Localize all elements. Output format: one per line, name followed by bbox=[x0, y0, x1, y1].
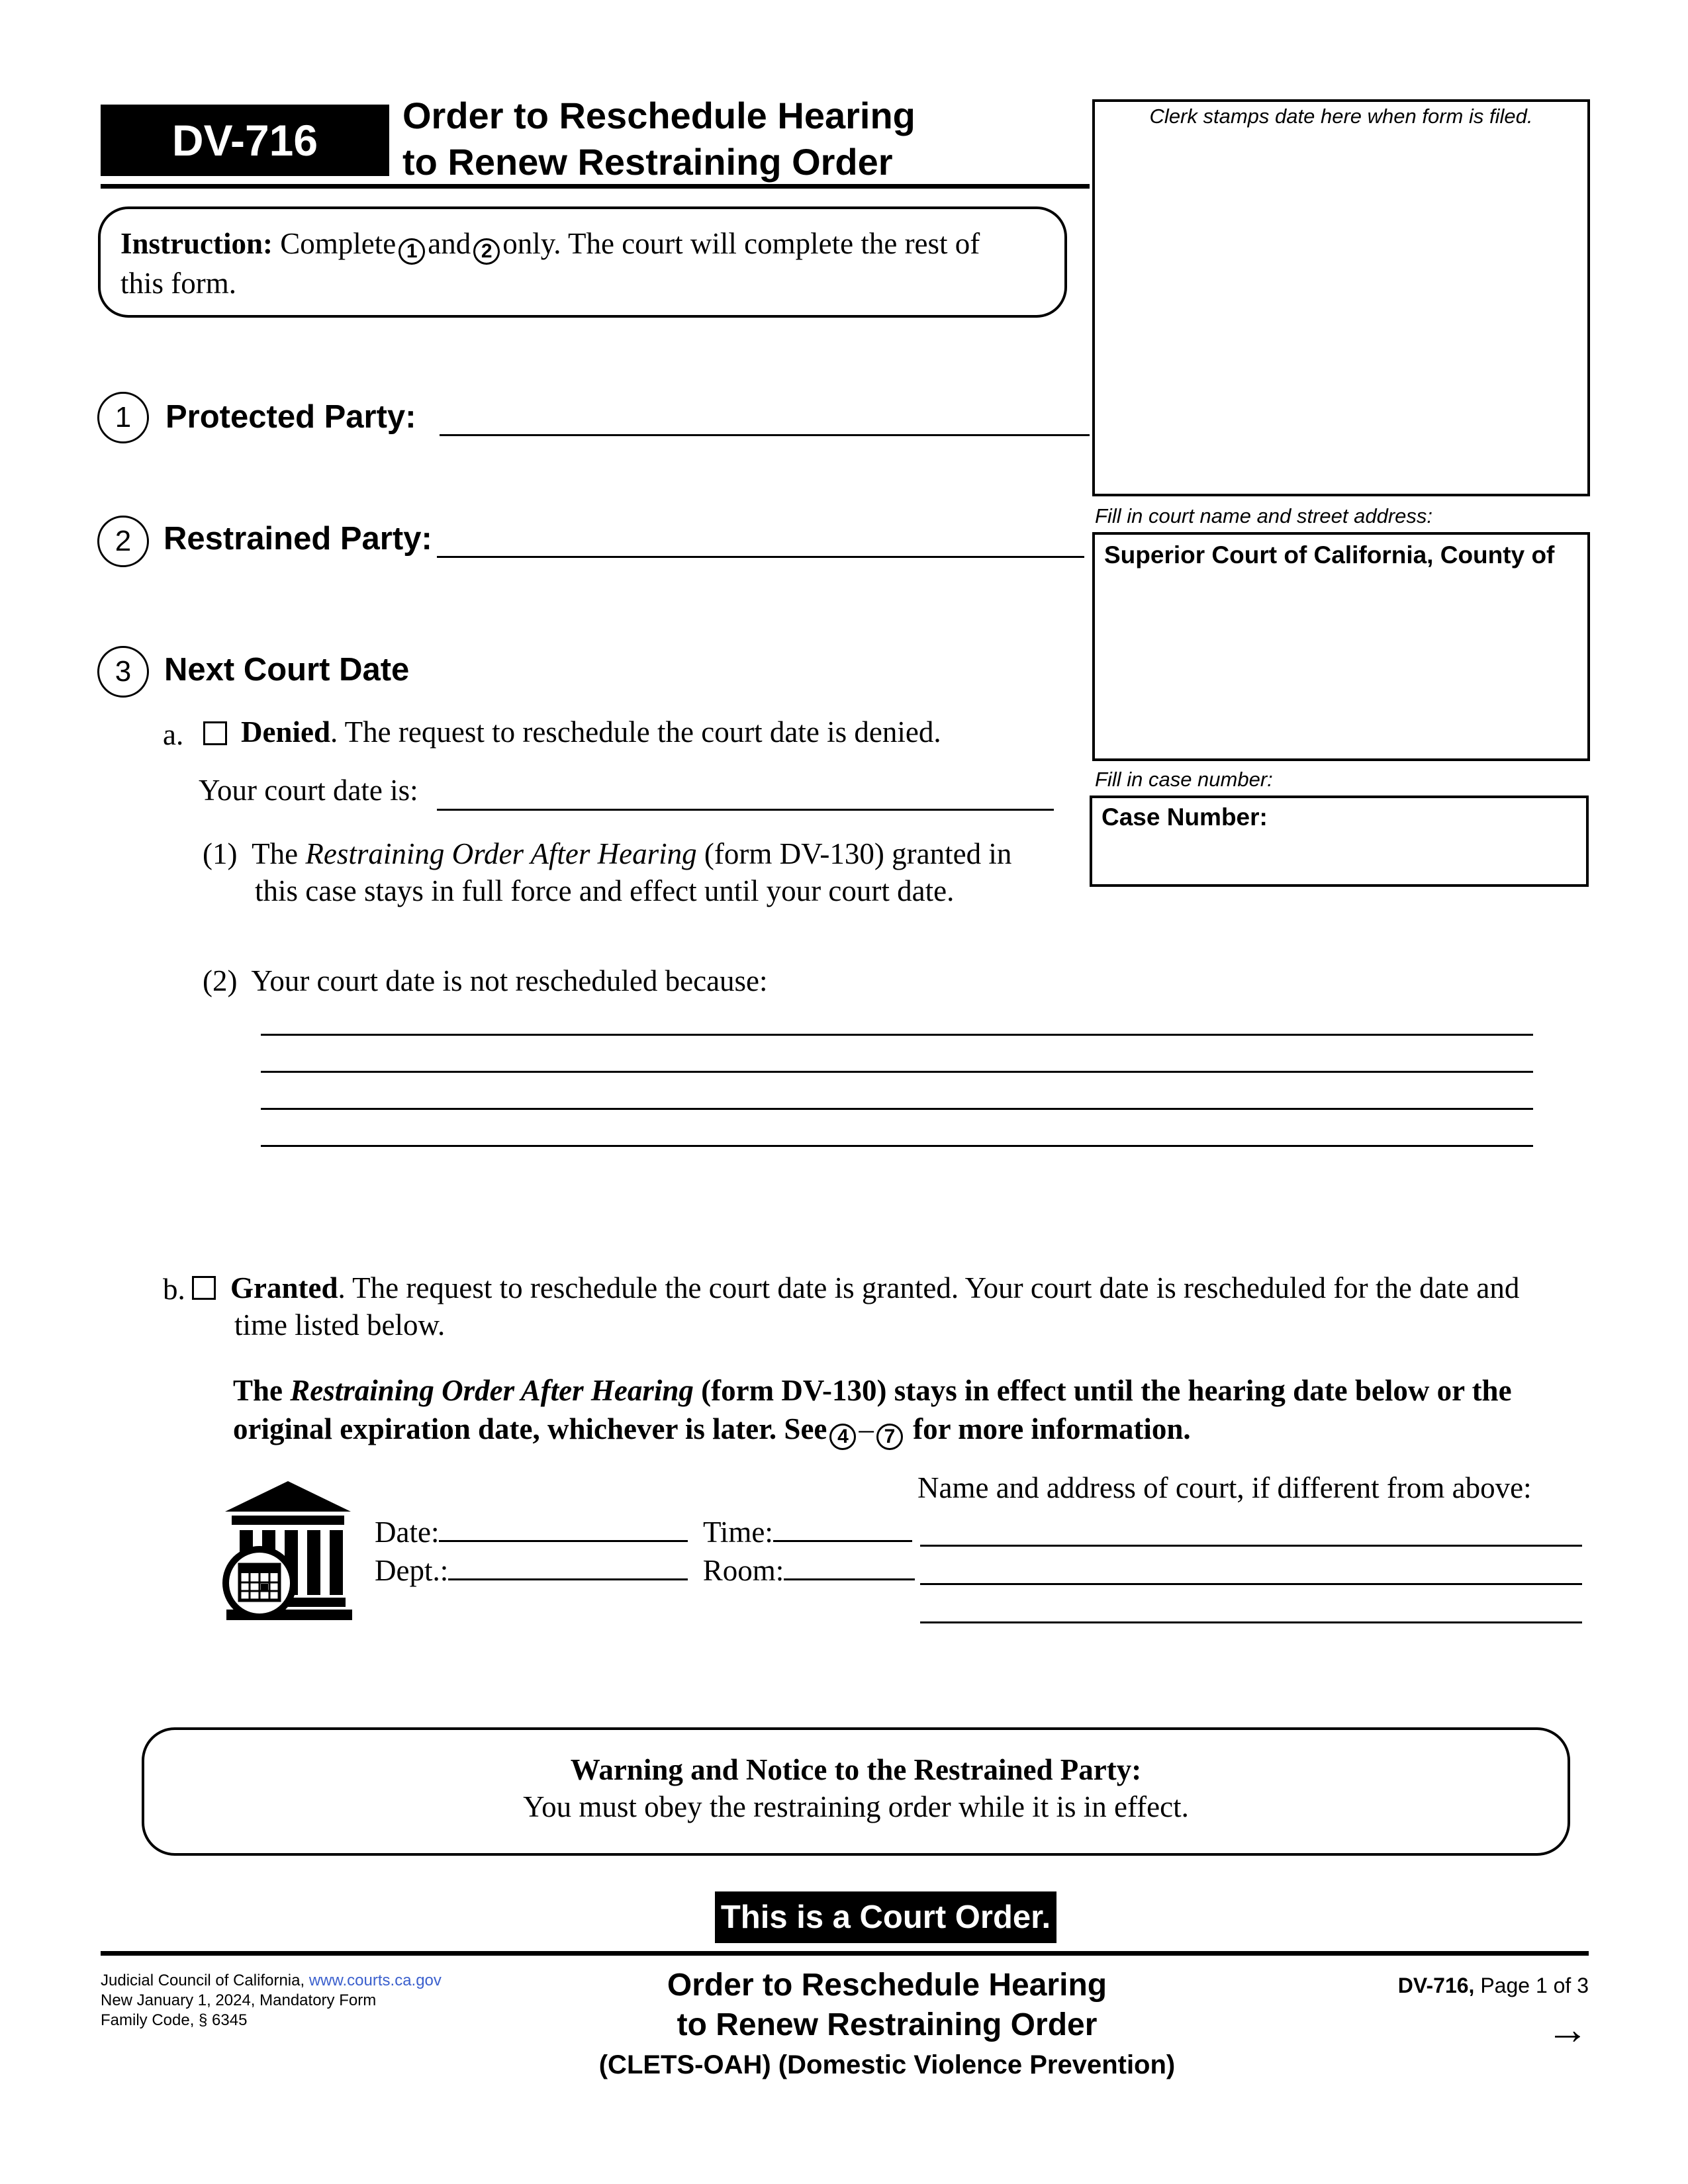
case-number-label: Case Number: bbox=[1102, 803, 1268, 831]
courthouse-calendar-icon bbox=[218, 1479, 357, 1623]
item-1-number: 1 bbox=[97, 392, 149, 443]
form-id: DV-716 bbox=[171, 116, 318, 165]
item-ref-2: 2 bbox=[473, 238, 500, 265]
case-number-caption: Fill in case number: bbox=[1095, 768, 1273, 791]
court-date-label: Your court date is: bbox=[199, 774, 418, 807]
date-field[interactable] bbox=[439, 1540, 688, 1542]
effect-line2-a: original expiration date, whichever is later. See bbox=[233, 1412, 827, 1445]
footer-page-info bbox=[1398, 1974, 1589, 1998]
effect-form-name: Restraining Order After Hearing bbox=[290, 1374, 694, 1407]
next-court-date-label: Next Court Date bbox=[164, 652, 410, 688]
denied-checkbox[interactable] bbox=[203, 721, 227, 745]
footer-page-number: Page 1 of 3 bbox=[1480, 1974, 1589, 1997]
item-ref-4: 4 bbox=[829, 1424, 856, 1450]
denied-sub1-form-name: Restraining Order After Hearing bbox=[305, 837, 697, 870]
footer-adopted: New January 1, 2024, Mandatory Form bbox=[101, 1991, 377, 2009]
item-3-number: 3 bbox=[97, 646, 149, 698]
granted-description: . The request to reschedule the court date is granted. Your court date is rescheduled for the date and bbox=[338, 1271, 1520, 1304]
restrained-party-field[interactable] bbox=[437, 556, 1084, 558]
protected-party-label: Protected Party: bbox=[165, 399, 416, 435]
header-rule bbox=[101, 184, 1090, 189]
footer-code: Family Code, § 6345 bbox=[101, 2011, 248, 2029]
warning-title: Warning and Notice to the Restrained Party: bbox=[570, 1753, 1142, 1786]
footer-left bbox=[101, 1971, 442, 2030]
denied-text bbox=[241, 715, 941, 749]
ref-dash: – bbox=[859, 1412, 874, 1445]
instruction-line2: this form. bbox=[120, 267, 236, 300]
denied-sub2-number: (2) bbox=[203, 964, 238, 997]
denied-sub1-text-a: The bbox=[252, 837, 306, 870]
effect-line2-b: for more information. bbox=[905, 1412, 1191, 1445]
time-field[interactable] bbox=[773, 1540, 912, 1542]
court-name-label: Superior Court of California, County of bbox=[1104, 541, 1555, 569]
instruction-text-a: Complete bbox=[280, 227, 397, 260]
form-title-line1: Order to Reschedule Hearing bbox=[402, 95, 915, 136]
effect-text-b: (form DV-130) stays in effect until the hearing date below or the bbox=[693, 1374, 1512, 1407]
form-title-line2: to Renew Restraining Order bbox=[402, 141, 893, 183]
next-page-arrow-icon[interactable]: → bbox=[1546, 2005, 1589, 2053]
instruction-text-c: only. The court will complete the rest of bbox=[502, 227, 980, 260]
denied-sub1-line2: this case stays in full force and effect until your court date. bbox=[255, 874, 955, 907]
denied-label: Denied bbox=[241, 715, 330, 749]
date-label: Date: bbox=[375, 1516, 440, 1549]
reason-line-3[interactable] bbox=[261, 1108, 1533, 1110]
denied-description: . The request to reschedule the court date is denied. bbox=[330, 715, 941, 749]
hearing-fields bbox=[375, 1513, 915, 1590]
room-field[interactable] bbox=[784, 1578, 915, 1580]
protected-party-field[interactable] bbox=[440, 434, 1090, 436]
court-date-field[interactable] bbox=[437, 809, 1054, 811]
effect-text-a: The bbox=[233, 1374, 291, 1407]
dept-field[interactable] bbox=[448, 1578, 688, 1580]
footer-subtitle: (CLETS-OAH) (Domestic Violence Prevention) bbox=[598, 2050, 1176, 2079]
granted-checkbox[interactable] bbox=[192, 1276, 216, 1300]
footer-website-link[interactable]: www.courts.ca.gov bbox=[308, 1972, 442, 1989]
granted-text bbox=[230, 1269, 1519, 1343]
warning-box bbox=[142, 1727, 1570, 1856]
denied-sub1 bbox=[203, 835, 1011, 909]
granted-line2: time listed below. bbox=[234, 1308, 445, 1342]
item-ref-7: 7 bbox=[876, 1424, 903, 1450]
instruction-label: Instruction: bbox=[120, 227, 273, 260]
reason-line-1[interactable] bbox=[261, 1034, 1533, 1036]
reason-line-2[interactable] bbox=[261, 1071, 1533, 1073]
court-order-banner: This is a Court Order. bbox=[715, 1891, 1056, 1943]
instruction-text-b: and bbox=[428, 227, 471, 260]
court-address-label: Name and address of court, if different from above: bbox=[917, 1471, 1532, 1504]
item-2-number: 2 bbox=[97, 516, 149, 567]
denied-sub1-text-b: (form DV-130) granted in bbox=[696, 837, 1012, 870]
item-ref-1: 1 bbox=[399, 238, 425, 265]
clerk-stamp-label: Clerk stamps date here when form is filed. bbox=[1149, 105, 1533, 128]
court-address-line-1[interactable] bbox=[920, 1545, 1582, 1547]
court-address-line-3[interactable] bbox=[920, 1621, 1582, 1623]
case-number-box[interactable] bbox=[1090, 796, 1589, 887]
court-name-caption: Fill in court name and street address: bbox=[1095, 504, 1433, 527]
footer-title bbox=[490, 1966, 1284, 2045]
denied-sub1-number: (1) bbox=[203, 837, 238, 870]
footer-rule bbox=[101, 1951, 1589, 1956]
form-title bbox=[402, 93, 915, 185]
clerk-stamp-box bbox=[1092, 99, 1590, 496]
footer-form-id: DV-716, bbox=[1397, 1974, 1475, 1997]
court-address-line-2[interactable] bbox=[920, 1583, 1582, 1585]
granted-label: Granted bbox=[230, 1271, 338, 1304]
room-label: Room: bbox=[702, 1554, 784, 1587]
time-label: Time: bbox=[702, 1516, 773, 1549]
item-3a-letter: a. bbox=[163, 718, 184, 751]
court-name-box[interactable] bbox=[1092, 532, 1590, 761]
denied-sub2 bbox=[203, 964, 768, 998]
instruction-box bbox=[98, 206, 1067, 318]
form-id-badge bbox=[101, 105, 389, 176]
warning-text: You must obey the restraining order while it is in effect. bbox=[523, 1790, 1189, 1823]
reason-line-4[interactable] bbox=[261, 1145, 1533, 1147]
restrained-party-label: Restrained Party: bbox=[164, 521, 432, 557]
item-3b-letter: b. bbox=[163, 1273, 185, 1306]
footer-council: Judicial Council of California, bbox=[101, 1972, 305, 1989]
footer-title-line1: Order to Reschedule Hearing bbox=[667, 1968, 1107, 2003]
footer-title-line2: to Renew Restraining Order bbox=[677, 2007, 1098, 2042]
denied-sub2-text: Your court date is not rescheduled because: bbox=[251, 964, 768, 997]
dept-label: Dept.: bbox=[375, 1554, 449, 1587]
granted-effect bbox=[233, 1371, 1512, 1450]
